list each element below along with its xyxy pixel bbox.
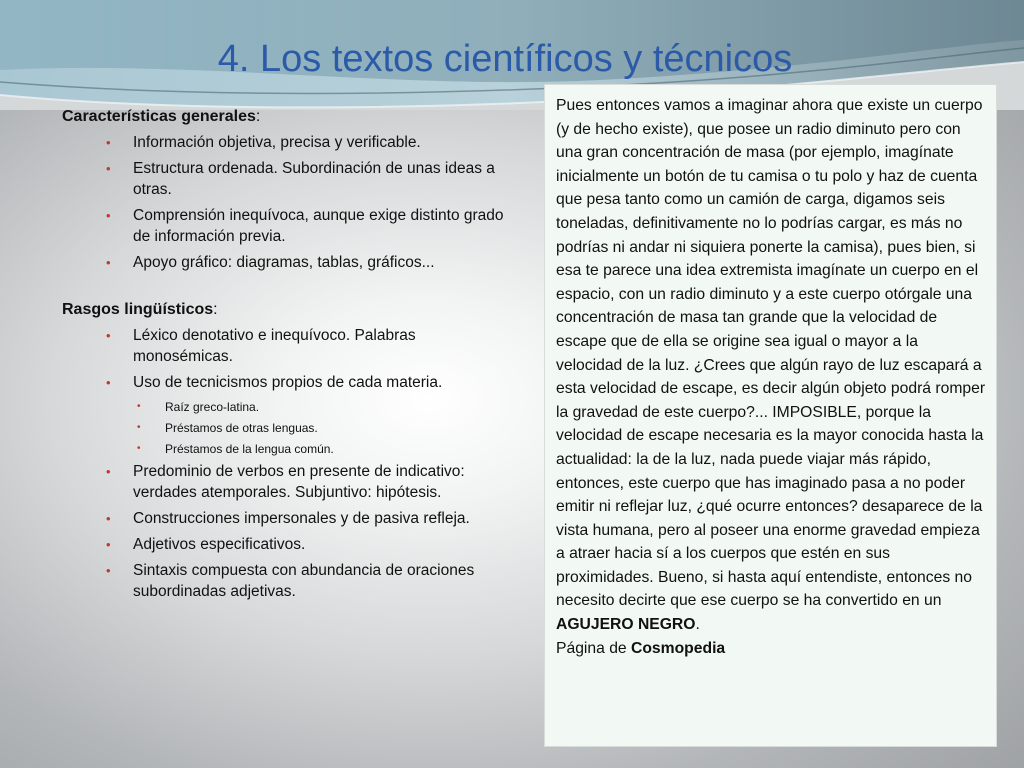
section-heading-general (62, 106, 512, 128)
sub-list-item: • Raíz greco-latina. (62, 398, 512, 416)
heading-colon: : (255, 108, 261, 125)
list-item: • Información objetiva, precisa y verificable. (62, 132, 512, 153)
heading-text: Características generales (62, 108, 256, 125)
list-item: • Sintaxis compuesta con abundancia de oraciones subordinadas adjetivas. (62, 560, 512, 602)
list-item: • Construcciones impersonales y de pasiva refleja. (62, 508, 512, 529)
list-item: • Estructura ordenada. Subordinación de unas ideas a otras. (62, 158, 512, 200)
sub-list-item: • Préstamos de otras lenguas. (62, 419, 512, 437)
list-item: • Adjetivos especificativos. (62, 534, 512, 555)
list-item: • Uso de tecnicismos propios de cada materia. (62, 372, 512, 393)
general-characteristics-list (62, 132, 512, 273)
content-column (62, 106, 512, 607)
section-heading-linguistic (62, 299, 512, 321)
quote-box (544, 84, 997, 747)
source-name: Cosmopedia (631, 639, 726, 657)
linguistic-features-list (62, 325, 512, 602)
quote-highlight: AGUJERO NEGRO (556, 616, 696, 634)
list-item: • Comprensión inequívoca, aunque exige distinto grado de información previa. (62, 205, 512, 247)
source-prefix: Página de (556, 639, 632, 657)
quote-body: Pues entonces vamos a imaginar ahora que existe un cuerpo (y de hecho existe), que posee un radio diminuto pero con una gran concentración de masa (por ejemplo, imagínate inicialmente un botón de tu camisa o tu polo y haz de cuenta que pesa tanto como un camión de carga, digamos seis toneladas, definitivamente no lo podrías cargar, es más no podrías ni andar ni siquiera ponerte la camisa), pues bien, si esa te parece una idea extremista imagínate un cuerpo en el espacio, con un radio diminuto y a este cuerpo otórgale una concentración de masa tan grande que la velocidad de escape que de ella se origine sea igual o mayor a la velocidad de la luz. ¿Crees que algún rayo de luz escapará a esta velocidad de escape, es decir algún objeto podrá romper la gravedad de este cuerpo?... IMPOSIBLE, porque la velocidad de escape necesaria es la mayor conocida hasta la actualidad: la de la luz, nada puede viajar más rápido, entonces, este cuerpo que has imaginado pasa a no poder emitir ni reflejar luz, ¿qué ocurre entonces? desaparece de la vista humana, pero al poseer una enorme gravedad empieza a atraer hacia sí a los cuerpos que estén en sus proximidades. Bueno, si hasta aquí entendiste, entonces no necesito decirte que ese cuerpo se ha convertido en un (556, 97, 986, 610)
quote-period: . (695, 616, 700, 634)
list-item: • Predominio de verbos en presente de indicativo: verdades atemporales. Subjuntivo: hipótesis. (62, 461, 512, 503)
slide-title: 4. Los textos científicos y técnicos (217, 38, 793, 80)
list-item: • Apoyo gráfico: diagramas, tablas, gráficos... (62, 252, 512, 273)
heading-colon: : (213, 301, 218, 318)
list-item: • Léxico denotativo e inequívoco. Palabras monosémicas. (62, 325, 512, 367)
heading-text: Rasgos lingüísticos (62, 301, 214, 318)
sub-list-item: • Préstamos de la lengua común. (62, 440, 512, 458)
